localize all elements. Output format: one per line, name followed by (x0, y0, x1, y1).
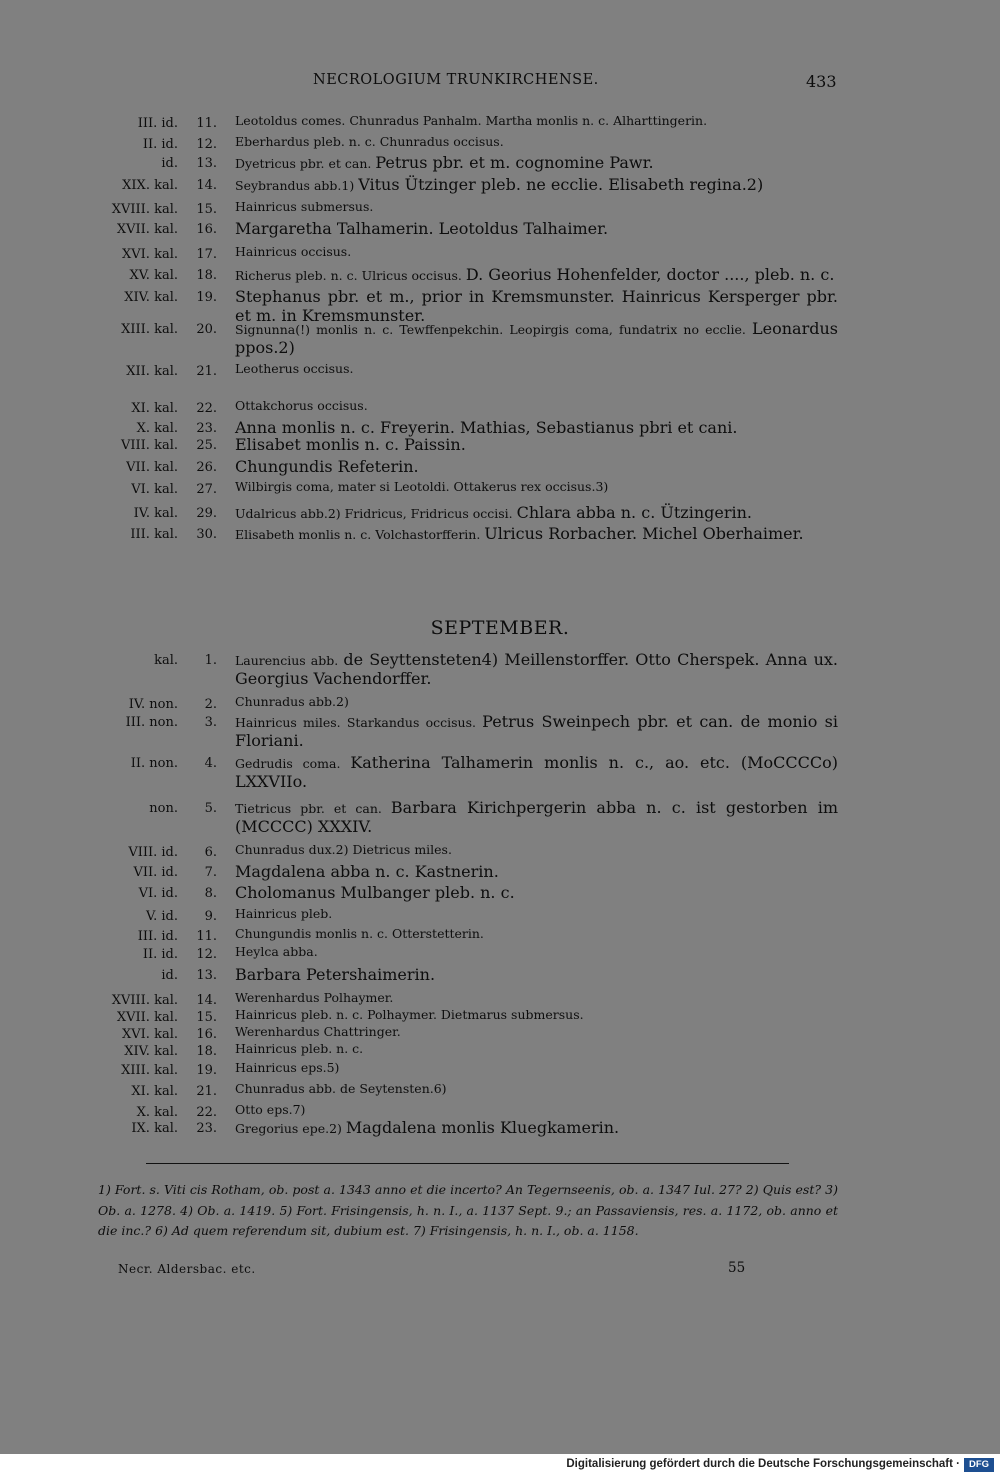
entry-date: II. id. (142, 137, 178, 152)
dfg-logo-icon: DFG (964, 1458, 994, 1472)
entry-names: Cholomanus Mulbanger pleb. n. c. (235, 883, 515, 902)
entry-names: Chunradus abb. de Seytensten.6) (235, 1081, 447, 1096)
entry-date: XIV. kal. (124, 1044, 178, 1059)
entry-date: IV. non. (128, 697, 178, 712)
necrology-entry (0, 134, 1000, 152)
entry-date: IX. kal. (131, 1121, 178, 1136)
entry-date: VI. id. (138, 886, 178, 901)
entry-names: Heylca abba. (235, 944, 318, 959)
dfg-credit: Digitalisierung gefördert durch die Deutsche Forschungsgemeinschaft · (566, 1458, 960, 1470)
necrology-entry (0, 153, 1000, 172)
necrology-entry (0, 990, 1000, 1008)
entry-names: Hainricus pleb. (235, 906, 333, 921)
necrology-entry (0, 650, 1000, 688)
entry-day-number: 15. (196, 1010, 217, 1025)
entry-day-number: 3. (204, 715, 217, 730)
entry-names: Elisabet monlis n. c. Paissin. (235, 435, 466, 454)
entry-day-number: 19. (196, 1063, 217, 1078)
entry-date: III. id. (137, 116, 178, 131)
footer-signature: Necr. Aldersbac. etc. (118, 1262, 256, 1276)
entry-names: Tietricus pbr. et can. Barbara Kirichpergerin abba n. c. ist gestorben im (MCCCC) XXXIV. (235, 798, 838, 836)
entry-day-number: 15. (196, 202, 217, 217)
necrology-entry (0, 926, 1000, 944)
necrology-entry (0, 457, 1000, 476)
necrology-entry (0, 1041, 1000, 1059)
necrology-entry (0, 361, 1000, 379)
entry-names: Hainricus submersus. (235, 199, 374, 214)
entry-day-number: 25. (196, 438, 217, 453)
entry-date: II. non. (130, 756, 178, 771)
entry-names: Hainricus pleb. n. c. (235, 1041, 364, 1056)
entry-date: XII. kal. (126, 364, 178, 379)
entry-names: Leotoldus comes. Chunradus Panhalm. Martha monlis n. c. Alharttingerin. (235, 113, 708, 128)
entry-date: VI. kal. (131, 482, 178, 497)
entry-date: XV. kal. (129, 268, 178, 283)
entry-date: XIII. kal. (121, 1063, 178, 1078)
entry-names: Seybrandus abb.1) Vitus Ützinger pleb. ne ecclie. Elisabeth regina.2) (235, 175, 764, 194)
entry-names: Werenhardus Polhaymer. (235, 990, 394, 1005)
entry-day-number: 8. (204, 886, 217, 901)
entry-date: IV. kal. (133, 506, 178, 521)
entry-day-number: 30. (196, 527, 217, 542)
entry-date: XVIII. kal. (111, 202, 178, 217)
footnotes: 1) Fort. s. Viti cis Rotham, ob. post a. 1343 anno et die incerto? An Tegernseenis, ob. a. 1347 Iul. 27? 2) Quis est? 3) Ob. a. 1278. 4) Ob. a. 1419. 5) Fort. Frisingensis, h. n. I., a. 1137 Sept. 9.; an Passaviensis, res. a. 1172, ob. anno et die inc.? 6) Ad quem referendum sit, dubium est. 7) Frisingensis, h. n. I., ob. a. 1158. (98, 1182, 838, 1238)
necrology-entry (0, 244, 1000, 262)
necrology-entry (0, 319, 1000, 357)
necrology-entry (0, 398, 1000, 416)
entry-date: III. non. (125, 715, 178, 730)
footnote-rule (146, 1163, 789, 1164)
entry-day-number: 2. (204, 697, 217, 712)
entry-names: Chunradus abb.2) (235, 694, 349, 709)
necrology-entry (0, 862, 1000, 881)
entry-day-number: 23. (196, 1121, 217, 1136)
entry-day-number: 12. (196, 947, 217, 962)
entry-date: X. kal. (136, 1105, 178, 1120)
entry-names: Richerus pleb. n. c. Ulricus occisus. D. Georius Hohenfelder, doctor ...., pleb. n. c. (235, 265, 835, 284)
entry-date: XVIII. kal. (111, 993, 178, 1008)
entry-day-number: 21. (196, 364, 217, 379)
page-header (0, 72, 1000, 96)
necrology-entry (0, 906, 1000, 924)
entry-day-number: 12. (196, 137, 217, 152)
entry-date: V. id. (146, 909, 178, 924)
necrology-entry (0, 175, 1000, 194)
necrology-entry (0, 524, 1000, 543)
necrology-entry (0, 1102, 1000, 1120)
entry-names: Elisabeth monlis n. c. Volchastorfferin. Ulricus Rorbacher. Michel Oberhaimer. (235, 524, 804, 543)
entry-day-number: 18. (196, 268, 217, 283)
entry-day-number: 21. (196, 1084, 217, 1099)
entry-date: XVII. kal. (116, 1010, 178, 1025)
entry-names: Chunradus dux.2) Dietricus miles. (235, 842, 452, 857)
month-heading: SEPTEMBER. (430, 617, 570, 639)
entry-day-number: 29. (196, 506, 217, 521)
running-title: NECROLOGIUM TRUNKIRCHENSE. (313, 72, 599, 88)
entry-date: XI. kal. (131, 1084, 178, 1099)
entry-day-number: 16. (196, 1027, 217, 1042)
entry-names: Laurencius abb. de Seyttensteten4) Meillenstorffer. Otto Cherspek. Anna ux. Georgius Vachendorffer. (235, 650, 838, 688)
entry-names: Signunna(!) monlis n. c. Tewffenpekchin. Leopirgis coma, fundatrix no ecclie. Leonardus ppos.2) (235, 319, 838, 357)
entry-names: Dyetricus pbr. et can. Petrus pbr. et m. cognomine Pawr. (235, 153, 654, 172)
entry-day-number: 20. (196, 322, 217, 337)
dfg-banner (0, 1454, 1000, 1476)
entry-date: non. (149, 801, 178, 816)
entry-date: VIII. id. (128, 845, 178, 860)
necrology-entry (0, 1060, 1000, 1078)
entry-date: XVI. kal. (122, 1027, 178, 1042)
necrology-entry (0, 1081, 1000, 1099)
entry-day-number: 11. (196, 929, 217, 944)
entry-date: VII. kal. (126, 460, 178, 475)
entry-date: III. kal. (130, 527, 178, 542)
necrology-entry (0, 1118, 1000, 1137)
necrology-entry (0, 965, 1000, 984)
entry-date: kal. (154, 653, 178, 668)
entry-date: XIII. kal. (121, 322, 178, 337)
entry-day-number: 22. (196, 401, 217, 416)
page-number: 433 (806, 72, 837, 91)
entry-date: VII. id. (133, 865, 178, 880)
entry-names: Hainricus eps.5) (235, 1060, 340, 1075)
entry-day-number: 13. (196, 968, 217, 983)
entry-day-number: 7. (204, 865, 217, 880)
entry-names: Gedrudis coma. Katherina Talhamerin monlis n. c., ao. etc. (MoCCCCo) LXXVIIo. (235, 753, 839, 791)
entry-date: II. id. (142, 947, 178, 962)
entry-day-number: 19. (196, 290, 217, 305)
necrology-entry (0, 479, 1000, 497)
entry-names: Wilbirgis coma, mater si Leotoldi. Ottakerus rex occisus.3) (235, 479, 609, 494)
entry-names: Hainricus occisus. (235, 244, 352, 259)
necrology-entry (0, 503, 1000, 522)
entry-names: Anna monlis n. c. Freyerin. Mathias, Sebastianus pbri et cani. (235, 418, 738, 437)
entry-names: Leotherus occisus. (235, 361, 354, 376)
entry-names: Hainricus pleb. n. c. Polhaymer. Dietmarus submersus. (235, 1007, 584, 1022)
entry-names: Hainricus miles. Starkandus occisus. Petrus Sweinpech pbr. et can. de monio si Floriani. (235, 712, 839, 750)
entry-date: X. kal. (136, 421, 178, 436)
necrology-entry (0, 435, 1000, 454)
necrology-entry (0, 1007, 1000, 1025)
entry-names: Stephanus pbr. et m., prior in Kremsmunster. Hainricus Kersperger pbr. et m. in Kremsmunster. (235, 287, 838, 325)
entry-names: Werenhardus Chattringer. (235, 1024, 401, 1039)
necrology-entry (0, 113, 1000, 131)
entry-day-number: 4. (204, 756, 217, 771)
necrology-entry (0, 753, 1000, 791)
entry-date: id. (161, 156, 178, 171)
entry-date: id. (161, 968, 178, 983)
entry-date: XIX. kal. (122, 178, 178, 193)
entry-date: XVI. kal. (122, 247, 178, 262)
entry-names: Udalricus abb.2) Fridricus, Fridricus occisi. Chlara abba n. c. Ützingerin. (235, 503, 752, 522)
entry-names: Ottakchorus occisus. (235, 398, 368, 413)
entry-day-number: 6. (204, 845, 217, 860)
entry-day-number: 16. (196, 222, 217, 237)
entry-day-number: 13. (196, 156, 217, 171)
entry-names: Margaretha Talhamerin. Leotoldus Talhaimer. (235, 219, 609, 238)
entry-day-number: 9. (204, 909, 217, 924)
entry-day-number: 22. (196, 1105, 217, 1120)
necrology-entry (0, 219, 1000, 238)
entry-names: Otto eps.7) (235, 1102, 306, 1117)
entry-date: XI. kal. (131, 401, 178, 416)
entry-day-number: 11. (196, 116, 217, 131)
necrology-entry (0, 842, 1000, 860)
entry-names: Chungundis Refeterin. (235, 457, 419, 476)
necrology-entry (0, 694, 1000, 712)
necrology-entry (0, 265, 1000, 284)
entry-day-number: 18. (196, 1044, 217, 1059)
entry-date: III. id. (137, 929, 178, 944)
entry-names: Chungundis monlis n. c. Otterstetterin. (235, 926, 484, 941)
entry-day-number: 17. (196, 247, 217, 262)
entry-day-number: 5. (204, 801, 217, 816)
footer-sheet-number: 55 (728, 1260, 746, 1276)
entry-day-number: 14. (196, 178, 217, 193)
necrology-entry (0, 798, 1000, 836)
necrology-entry (0, 944, 1000, 962)
entry-day-number: 27. (196, 482, 217, 497)
entry-day-number: 26. (196, 460, 217, 475)
entry-names: Magdalena abba n. c. Kastnerin. (235, 862, 499, 881)
entry-names: Gregorius epe.2) Magdalena monlis Kluegkamerin. (235, 1118, 620, 1137)
entry-date: XIV. kal. (124, 290, 178, 305)
entry-names: Barbara Petershaimerin. (235, 965, 436, 984)
entry-names: Eberhardus pleb. n. c. Chunradus occisus. (235, 134, 504, 149)
entry-day-number: 1. (204, 653, 217, 668)
entry-day-number: 23. (196, 421, 217, 436)
necrology-entry (0, 1024, 1000, 1042)
necrology-entry (0, 883, 1000, 902)
necrology-entry (0, 712, 1000, 750)
necrology-entry (0, 199, 1000, 217)
entry-date: VIII. kal. (121, 438, 178, 453)
entry-day-number: 14. (196, 993, 217, 1008)
entry-date: XVII. kal. (116, 222, 178, 237)
